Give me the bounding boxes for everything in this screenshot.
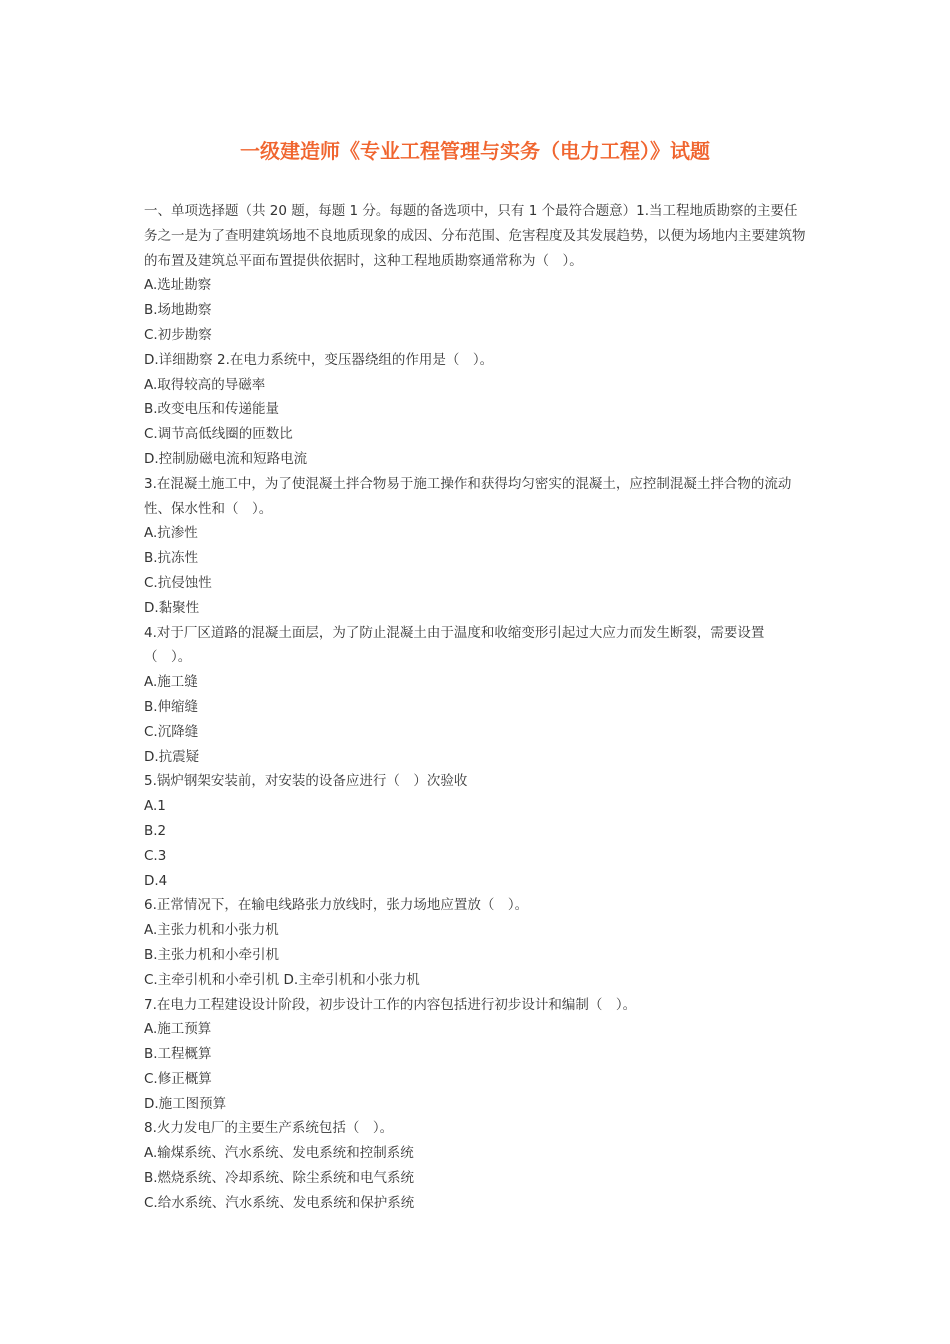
document-line: D.控制励磁电流和短路电流 (144, 450, 308, 467)
document-body (144, 199, 808, 1216)
document-line: C.修正概算 (144, 1070, 212, 1087)
document-line: C.沉降缝 (144, 723, 199, 740)
document-line: 3.在混凝土施工中，为了使混凝土拌合物易于施工操作和获得均匀密实的混凝土，应控制混凝土拌合物的流动性、保水性和（ ）。 (144, 475, 792, 517)
document-line: 5.锅炉钢架安装前，对安装的设备应进行（ ）次验收 (144, 773, 468, 790)
document-line: C.3 (144, 847, 167, 864)
document-line: C.主牵引机和小牵引机 D.主牵引机和小张力机 (144, 971, 420, 988)
document-line: A.1 (144, 798, 166, 815)
document-line: 8.火力发电厂的主要生产系统包括（ ）。 (144, 1120, 394, 1137)
document-line: 6.正常情况下，在输电线路张力放线时，张力场地应置放（ ）。 (144, 897, 529, 914)
document-line: C.给水系统、汽水系统、发电系统和保护系统 (144, 1194, 415, 1211)
document-line: D.4 (144, 872, 168, 889)
document-line: C.抗侵蚀性 (144, 574, 212, 591)
document-line: B.伸缩缝 (144, 698, 199, 715)
document-line: D.黏聚性 (144, 599, 200, 616)
document-line: A.取得较高的导磁率 (144, 376, 266, 393)
document-line: A.施工预算 (144, 1021, 212, 1038)
document-line: B.主张力机和小牵引机 (144, 946, 280, 963)
document-line: B.抗冻性 (144, 550, 199, 567)
document-line: 一、单项选择题（共 20 题，每题 1 分。每题的备选项中，只有 1 个最符合题意）1.当工程地质勘察的主要任务之一是为了查明建筑场地不良地质现象的成因、分布范围、危害程度及其发展趋势，以便为场地内主要建筑物的布置及建筑总平面布置提供依据时，这种工程地质勘察通常称为（ ）。 (144, 203, 806, 269)
document-line: A.输煤系统、汽水系统、发电系统和控制系统 (144, 1145, 414, 1162)
document-line: B.2 (144, 822, 167, 839)
document-line: B.场地勘察 (144, 302, 212, 319)
document-line: C.调节高低线圈的匝数比 (144, 426, 293, 443)
document-title: 一级建造师《专业工程管理与实务（电力工程）》试题 (240, 139, 710, 163)
document-line: A.选址勘察 (144, 277, 212, 294)
document-line: B.燃烧系统、冷却系统、除尘系统和电气系统 (144, 1170, 415, 1187)
document-line: B.工程概算 (144, 1046, 212, 1063)
document-line: A.抗渗性 (144, 525, 198, 542)
document-line: D.详细勘察 2.在电力系统中，变压器绕组的作用是（ ）。 (144, 351, 494, 368)
document-line: B.改变电压和传递能量 (144, 401, 280, 418)
document-line: 7.在电力工程建设设计阶段，初步设计工作的内容包括进行初步设计和编制（ ）。 (144, 996, 637, 1013)
document-line: A.施工缝 (144, 674, 198, 691)
document-line: A.主张力机和小张力机 (144, 922, 279, 939)
document-line: C.初步勘察 (144, 326, 212, 343)
document-line: D.施工图预算 (144, 1095, 227, 1112)
document-line: D.抗震疑 (144, 748, 200, 765)
document-line: 4.对于厂区道路的混凝土面层，为了防止混凝土由于温度和收缩变形引起过大应力而发生断裂，需要设置（ ）。 (144, 624, 765, 666)
